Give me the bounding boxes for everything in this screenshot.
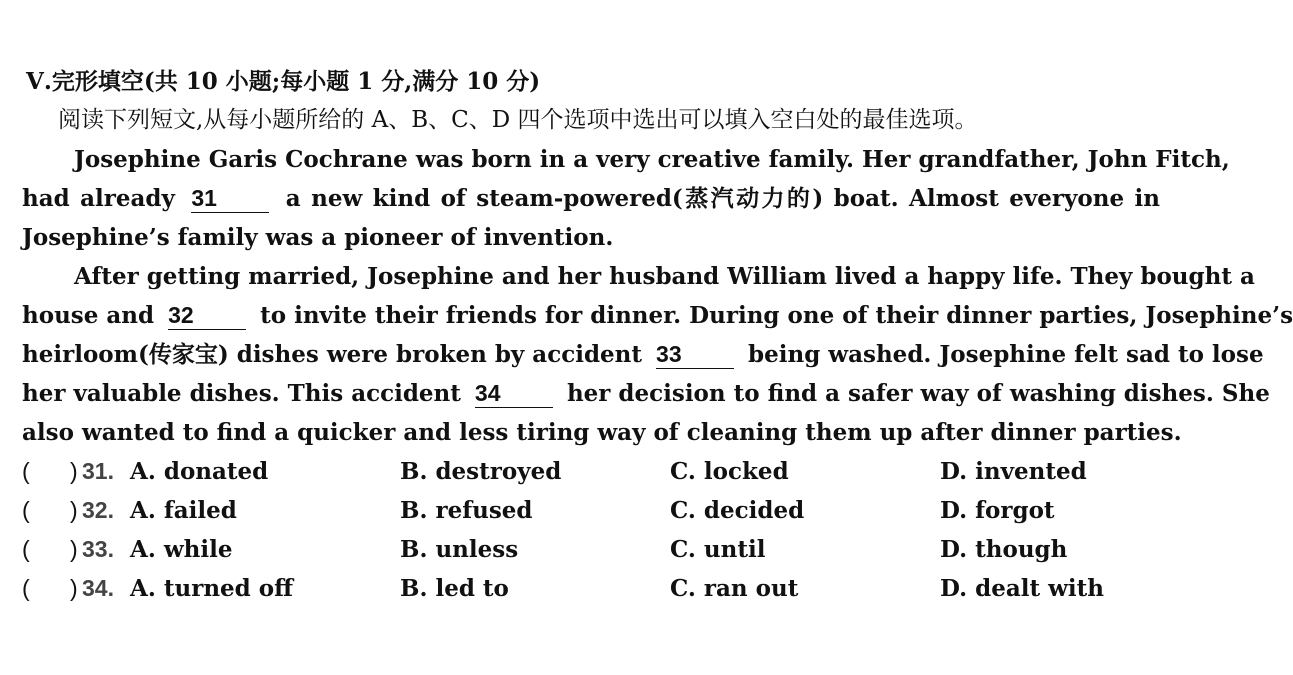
question-number: 31. bbox=[82, 458, 114, 484]
question-row-34 bbox=[22, 569, 1160, 608]
passage-line: After getting married, Josephine and her husband William lived a happy life. They bought a bbox=[74, 263, 1255, 290]
blank-34[interactable]: 34 bbox=[475, 379, 553, 408]
passage-line bbox=[22, 296, 1293, 335]
passage-line bbox=[22, 179, 1160, 218]
option-a[interactable]: A. failed bbox=[130, 497, 237, 524]
option-b[interactable]: B. destroyed bbox=[400, 458, 562, 485]
passage-text: to invite their friends for dinner. During one of their dinner parties, Josephine’s bbox=[260, 302, 1293, 329]
answer-paren-close: ) bbox=[70, 458, 78, 484]
option-a[interactable]: A. turned off bbox=[130, 575, 293, 602]
question-number: 32. bbox=[82, 497, 114, 523]
section-heading: Ⅴ.完形填空(共 10 小题;每小题 1 分,满分 10 分) bbox=[26, 68, 541, 95]
option-d[interactable]: D. invented bbox=[940, 458, 1087, 485]
option-c[interactable]: C. locked bbox=[670, 458, 789, 485]
option-d[interactable]: D. though bbox=[940, 536, 1068, 563]
blank-32[interactable]: 32 bbox=[168, 301, 246, 330]
answer-paren-open[interactable]: ( bbox=[22, 497, 30, 523]
answer-paren-close: ) bbox=[70, 497, 78, 523]
passage-text: a new kind of steam-powered(蒸汽动力的) boat. Almost everyone in bbox=[285, 185, 1160, 212]
passage-line: Josephine’s family was a pioneer of invention. bbox=[22, 224, 614, 251]
section-instruction: 阅读下列短文,从每小题所给的 A、B、C、D 四个选项中选出可以填入空白处的最佳选项。 bbox=[58, 107, 978, 133]
passage-text: her valuable dishes. This accident bbox=[22, 380, 461, 407]
option-b[interactable]: B. refused bbox=[400, 497, 533, 524]
question-row-32 bbox=[22, 491, 1160, 530]
answer-paren-open[interactable]: ( bbox=[22, 575, 30, 601]
option-a[interactable]: A. while bbox=[130, 536, 233, 563]
passage-line: also wanted to find a quicker and less tiring way of cleaning them up after dinner parties. bbox=[22, 419, 1182, 446]
option-d[interactable]: D. forgot bbox=[940, 497, 1055, 524]
answer-paren-open[interactable]: ( bbox=[22, 536, 30, 562]
answer-paren-open[interactable]: ( bbox=[22, 458, 30, 484]
option-c[interactable]: C. decided bbox=[670, 497, 805, 524]
option-b[interactable]: B. led to bbox=[400, 575, 509, 602]
option-c[interactable]: C. ran out bbox=[670, 575, 799, 602]
answer-paren-close: ) bbox=[70, 575, 78, 601]
question-number: 34. bbox=[82, 575, 114, 601]
blank-33[interactable]: 33 bbox=[656, 340, 734, 369]
passage-line bbox=[22, 335, 1264, 374]
passage bbox=[22, 140, 1293, 452]
option-b[interactable]: B. unless bbox=[400, 536, 519, 563]
option-a[interactable]: A. donated bbox=[130, 458, 269, 485]
blank-31[interactable]: 31 bbox=[191, 184, 269, 213]
passage-line: Josephine Garis Cochrane was born in a very creative family. Her grandfather, John Fitch, bbox=[74, 146, 1230, 173]
question-row-31 bbox=[22, 452, 1160, 491]
passage-text: heirloom(传家宝) dishes were broken by accident bbox=[22, 341, 643, 368]
passage-line bbox=[22, 374, 1270, 413]
passage-text: house and bbox=[22, 302, 155, 329]
answer-paren-close: ) bbox=[70, 536, 78, 562]
question-row-33 bbox=[22, 530, 1160, 569]
passage-text: being washed. Josephine felt sad to lose bbox=[748, 341, 1264, 368]
question-list bbox=[22, 452, 1160, 608]
question-number: 33. bbox=[82, 536, 114, 562]
passage-text: had already bbox=[22, 185, 175, 212]
exercise-page bbox=[22, 62, 1293, 608]
option-c[interactable]: C. until bbox=[670, 536, 766, 563]
option-d[interactable]: D. dealt with bbox=[940, 575, 1105, 602]
passage-text: her decision to find a safer way of washing dishes. She bbox=[566, 380, 1270, 407]
